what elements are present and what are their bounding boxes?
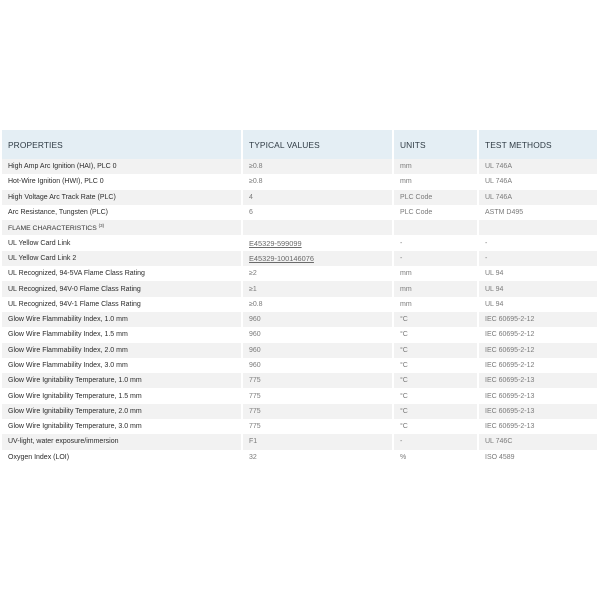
- header-test-methods: TEST METHODS: [478, 130, 598, 159]
- test-method-cell: -: [478, 251, 598, 266]
- table-row: [2, 235, 598, 250]
- test-method-cell: IEC 60695-2-12: [478, 343, 598, 358]
- table-row: [2, 404, 598, 419]
- table-row: [2, 190, 598, 205]
- unit-cell: mm: [393, 281, 478, 296]
- table-row: [2, 373, 598, 388]
- property-cell: Glow Wire Flammability Index, 1.5 mm: [2, 327, 242, 342]
- table-row: [2, 312, 598, 327]
- test-method-cell: UL 746A: [478, 174, 598, 189]
- unit-cell: -: [393, 434, 478, 449]
- value-cell: [242, 235, 393, 250]
- header-units: UNITS: [393, 130, 478, 159]
- value-cell: 775: [242, 373, 393, 388]
- property-cell: UL Recognized, 94-5VA Flame Class Rating: [2, 266, 242, 281]
- property-cell: Glow Wire Ignitability Temperature, 3.0 mm: [2, 419, 242, 434]
- property-cell: High Amp Arc Ignition (HAI), PLC 0: [2, 159, 242, 174]
- header-typical-values: TYPICAL VALUES: [242, 130, 393, 159]
- value-cell: 775: [242, 388, 393, 403]
- unit-cell: °C: [393, 312, 478, 327]
- value-cell: F1: [242, 434, 393, 449]
- property-cell: Glow Wire Ignitability Temperature, 1.5 mm: [2, 388, 242, 403]
- unit-cell: °C: [393, 388, 478, 403]
- ul-yellow-card-link[interactable]: E45329-599099: [249, 238, 302, 248]
- section-heading-cell: [2, 220, 242, 235]
- test-method-cell: UL 746C: [478, 434, 598, 449]
- table-row: [2, 327, 598, 342]
- table-row: [2, 343, 598, 358]
- property-cell: UV-light, water exposure/immersion: [2, 434, 242, 449]
- value-cell: 960: [242, 358, 393, 373]
- test-method-cell: IEC 60695-2-13: [478, 419, 598, 434]
- unit-cell: mm: [393, 297, 478, 312]
- table-row: [2, 358, 598, 373]
- value-cell: ≥1: [242, 281, 393, 296]
- table-row: [2, 251, 598, 266]
- ul-yellow-card-link[interactable]: E45329-100146076: [249, 253, 314, 263]
- test-method-cell: UL 94: [478, 297, 598, 312]
- value-cell: 775: [242, 404, 393, 419]
- properties-table: [2, 130, 599, 465]
- unit-cell: PLC Code: [393, 190, 478, 205]
- property-cell: Oxygen Index (LOI): [2, 450, 242, 465]
- value-cell: [242, 251, 393, 266]
- unit-cell: °C: [393, 419, 478, 434]
- value-cell: ≥2: [242, 266, 393, 281]
- test-method-cell: IEC 60695-2-13: [478, 388, 598, 403]
- table-row: [2, 174, 598, 189]
- unit-cell: PLC Code: [393, 205, 478, 220]
- table-row: [2, 419, 598, 434]
- unit-cell: mm: [393, 266, 478, 281]
- section-row: [2, 220, 598, 235]
- test-method-cell: ASTM D495: [478, 205, 598, 220]
- test-method-cell: IEC 60695-2-13: [478, 404, 598, 419]
- test-method-cell: IEC 60695-2-12: [478, 312, 598, 327]
- table-row: [2, 281, 598, 296]
- section-title: FLAME CHARACTERISTICS: [8, 225, 97, 233]
- unit-cell: %: [393, 450, 478, 465]
- test-method-cell: ISO 4589: [478, 450, 598, 465]
- unit-cell: °C: [393, 404, 478, 419]
- properties-table-container: [2, 130, 598, 465]
- value-cell: ≥0.8: [242, 297, 393, 312]
- value-cell: 6: [242, 205, 393, 220]
- table-row: [2, 388, 598, 403]
- property-cell: Glow Wire Ignitability Temperature, 2.0 mm: [2, 404, 242, 419]
- value-cell: 32: [242, 450, 393, 465]
- test-method-cell: UL 746A: [478, 159, 598, 174]
- property-cell: Glow Wire Flammability Index, 1.0 mm: [2, 312, 242, 327]
- value-cell: ≥0.8: [242, 159, 393, 174]
- unit-cell: °C: [393, 358, 478, 373]
- property-cell: UL Recognized, 94V-0 Flame Class Rating: [2, 281, 242, 296]
- empty-cell: [393, 220, 478, 235]
- test-method-cell: IEC 60695-2-12: [478, 327, 598, 342]
- table-row: [2, 205, 598, 220]
- test-method-cell: IEC 60695-2-13: [478, 373, 598, 388]
- unit-cell: mm: [393, 159, 478, 174]
- table-row: [2, 450, 598, 465]
- table-row: [2, 159, 598, 174]
- value-cell: ≥0.8: [242, 174, 393, 189]
- property-cell: UL Yellow Card Link: [2, 235, 242, 250]
- test-method-cell: UL 94: [478, 281, 598, 296]
- property-cell: UL Yellow Card Link 2: [2, 251, 242, 266]
- value-cell: 775: [242, 419, 393, 434]
- table-body: [2, 159, 598, 465]
- unit-cell: °C: [393, 327, 478, 342]
- empty-cell: [478, 220, 598, 235]
- test-method-cell: UL 94: [478, 266, 598, 281]
- unit-cell: -: [393, 251, 478, 266]
- header-properties: PROPERTIES: [2, 130, 242, 159]
- empty-cell: [242, 220, 393, 235]
- table-header: [2, 130, 598, 159]
- table-row: [2, 434, 598, 449]
- table-row: [2, 297, 598, 312]
- unit-cell: °C: [393, 343, 478, 358]
- property-cell: Hot-Wire Ignition (HWI), PLC 0: [2, 174, 242, 189]
- test-method-cell: UL 746A: [478, 190, 598, 205]
- value-cell: 4: [242, 190, 393, 205]
- property-cell: Glow Wire Flammability Index, 2.0 mm: [2, 343, 242, 358]
- unit-cell: mm: [393, 174, 478, 189]
- property-cell: Glow Wire Flammability Index, 3.0 mm: [2, 358, 242, 373]
- property-cell: UL Recognized, 94V-1 Flame Class Rating: [2, 297, 242, 312]
- property-cell: Arc Resistance, Tungsten (PLC): [2, 205, 242, 220]
- test-method-cell: -: [478, 235, 598, 250]
- section-footnote-marker: (3): [98, 223, 105, 229]
- header-row: [2, 130, 598, 159]
- property-cell: Glow Wire Ignitability Temperature, 1.0 mm: [2, 373, 242, 388]
- property-cell: High Voltage Arc Track Rate (PLC): [2, 190, 242, 205]
- unit-cell: -: [393, 235, 478, 250]
- test-method-cell: IEC 60695-2-12: [478, 358, 598, 373]
- value-cell: 960: [242, 312, 393, 327]
- value-cell: 960: [242, 327, 393, 342]
- unit-cell: °C: [393, 373, 478, 388]
- table-row: [2, 266, 598, 281]
- value-cell: 960: [242, 343, 393, 358]
